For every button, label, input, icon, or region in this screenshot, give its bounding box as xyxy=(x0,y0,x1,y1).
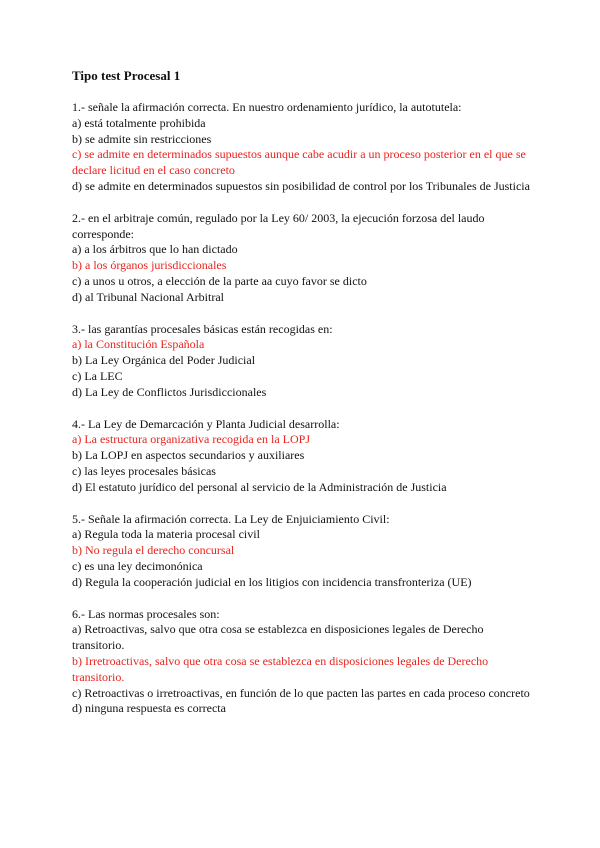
answer-option: a) está totalmente prohibida xyxy=(72,115,206,130)
answer-option: a) a los árbitros que lo han dictado xyxy=(72,242,238,257)
answer-option: d) La Ley de Conflictos Jurisdiccionales xyxy=(72,384,267,399)
answer-option: c) es una ley decimonónica xyxy=(72,558,203,573)
question-list xyxy=(72,100,532,717)
question-text: 3.- las garantías procesales básicas están recogidas en: xyxy=(72,321,333,336)
correct-answer-option: b) No regula el derecho concursal xyxy=(72,543,235,558)
answer-option: c) La LEC xyxy=(72,368,123,383)
question-text: 5.- Señale la afirmación correcta. La Ley de Enjuiciamiento Civil: xyxy=(72,511,390,526)
answer-option: d) El estatuto jurídico del personal al servicio de la Administración de Justicia xyxy=(72,479,447,494)
document-title: Tipo test Procesal 1 xyxy=(72,68,181,83)
answer-option: c) a unos u otros, a elección de la parte aa cuyo favor se dicto xyxy=(72,273,367,288)
question-text: 1.- señale la afirmación correcta. En nuestro ordenamiento jurídico, la autotutela: xyxy=(72,100,462,114)
question-block xyxy=(72,417,532,496)
correct-answer-option: c) se admite en determinados supuestos aunque cabe acudir a un proceso posterior en el que se declare licitud en el caso concreto xyxy=(72,147,526,178)
answer-option: d) al Tribunal Nacional Arbitral xyxy=(72,289,224,304)
answer-option: d) ninguna respuesta es correcta xyxy=(72,701,226,716)
correct-answer-option: b) Irretroactivas, salvo que otra cosa se establezca en disposiciones legales de Derecho transitorio. xyxy=(72,653,489,684)
correct-answer-option: a) la Constitución Española xyxy=(72,337,205,352)
correct-answer-option: a) La estructura organizativa recogida en la LOPJ xyxy=(72,432,311,447)
question-block xyxy=(72,512,532,591)
answer-option: b) La Ley Orgánica del Poder Judicial xyxy=(72,353,256,368)
question-block xyxy=(72,607,532,718)
question-block xyxy=(72,211,532,306)
question-text: 4.- La Ley de Demarcación y Planta Judicial desarrolla: xyxy=(72,416,340,431)
answer-option: d) se admite en determinados supuestos sin posibilidad de control por los Tribunales de Justicia xyxy=(72,178,530,193)
document-page xyxy=(72,68,532,733)
question-block xyxy=(72,100,532,195)
answer-option: b) se admite sin restricciones xyxy=(72,131,212,146)
answer-option: c) Retroactivas o irretroactivas, en función de lo que pacten las partes en cada proceso concreto xyxy=(72,685,530,700)
answer-option: a) Regula toda la materia procesal civil xyxy=(72,527,260,542)
answer-option: d) Regula la cooperación judicial en los litigios con incidencia transfronteriza (UE) xyxy=(72,574,472,589)
answer-option: c) las leyes procesales básicas xyxy=(72,463,216,478)
answer-option: b) La LOPJ en aspectos secundarios y auxiliares xyxy=(72,448,305,463)
question-block xyxy=(72,322,532,401)
question-text: 6.- Las normas procesales son: xyxy=(72,606,220,621)
correct-answer-option: b) a los órganos jurisdiccionales xyxy=(72,258,227,273)
answer-option: a) Retroactivas, salvo que otra cosa se establezca en disposiciones legales de Derecho transitorio. xyxy=(72,622,484,653)
question-text: 2.- en el arbitraje común, regulado por la Ley 60/ 2003, la ejecución forzosa del laudo corresponde: xyxy=(72,210,485,241)
